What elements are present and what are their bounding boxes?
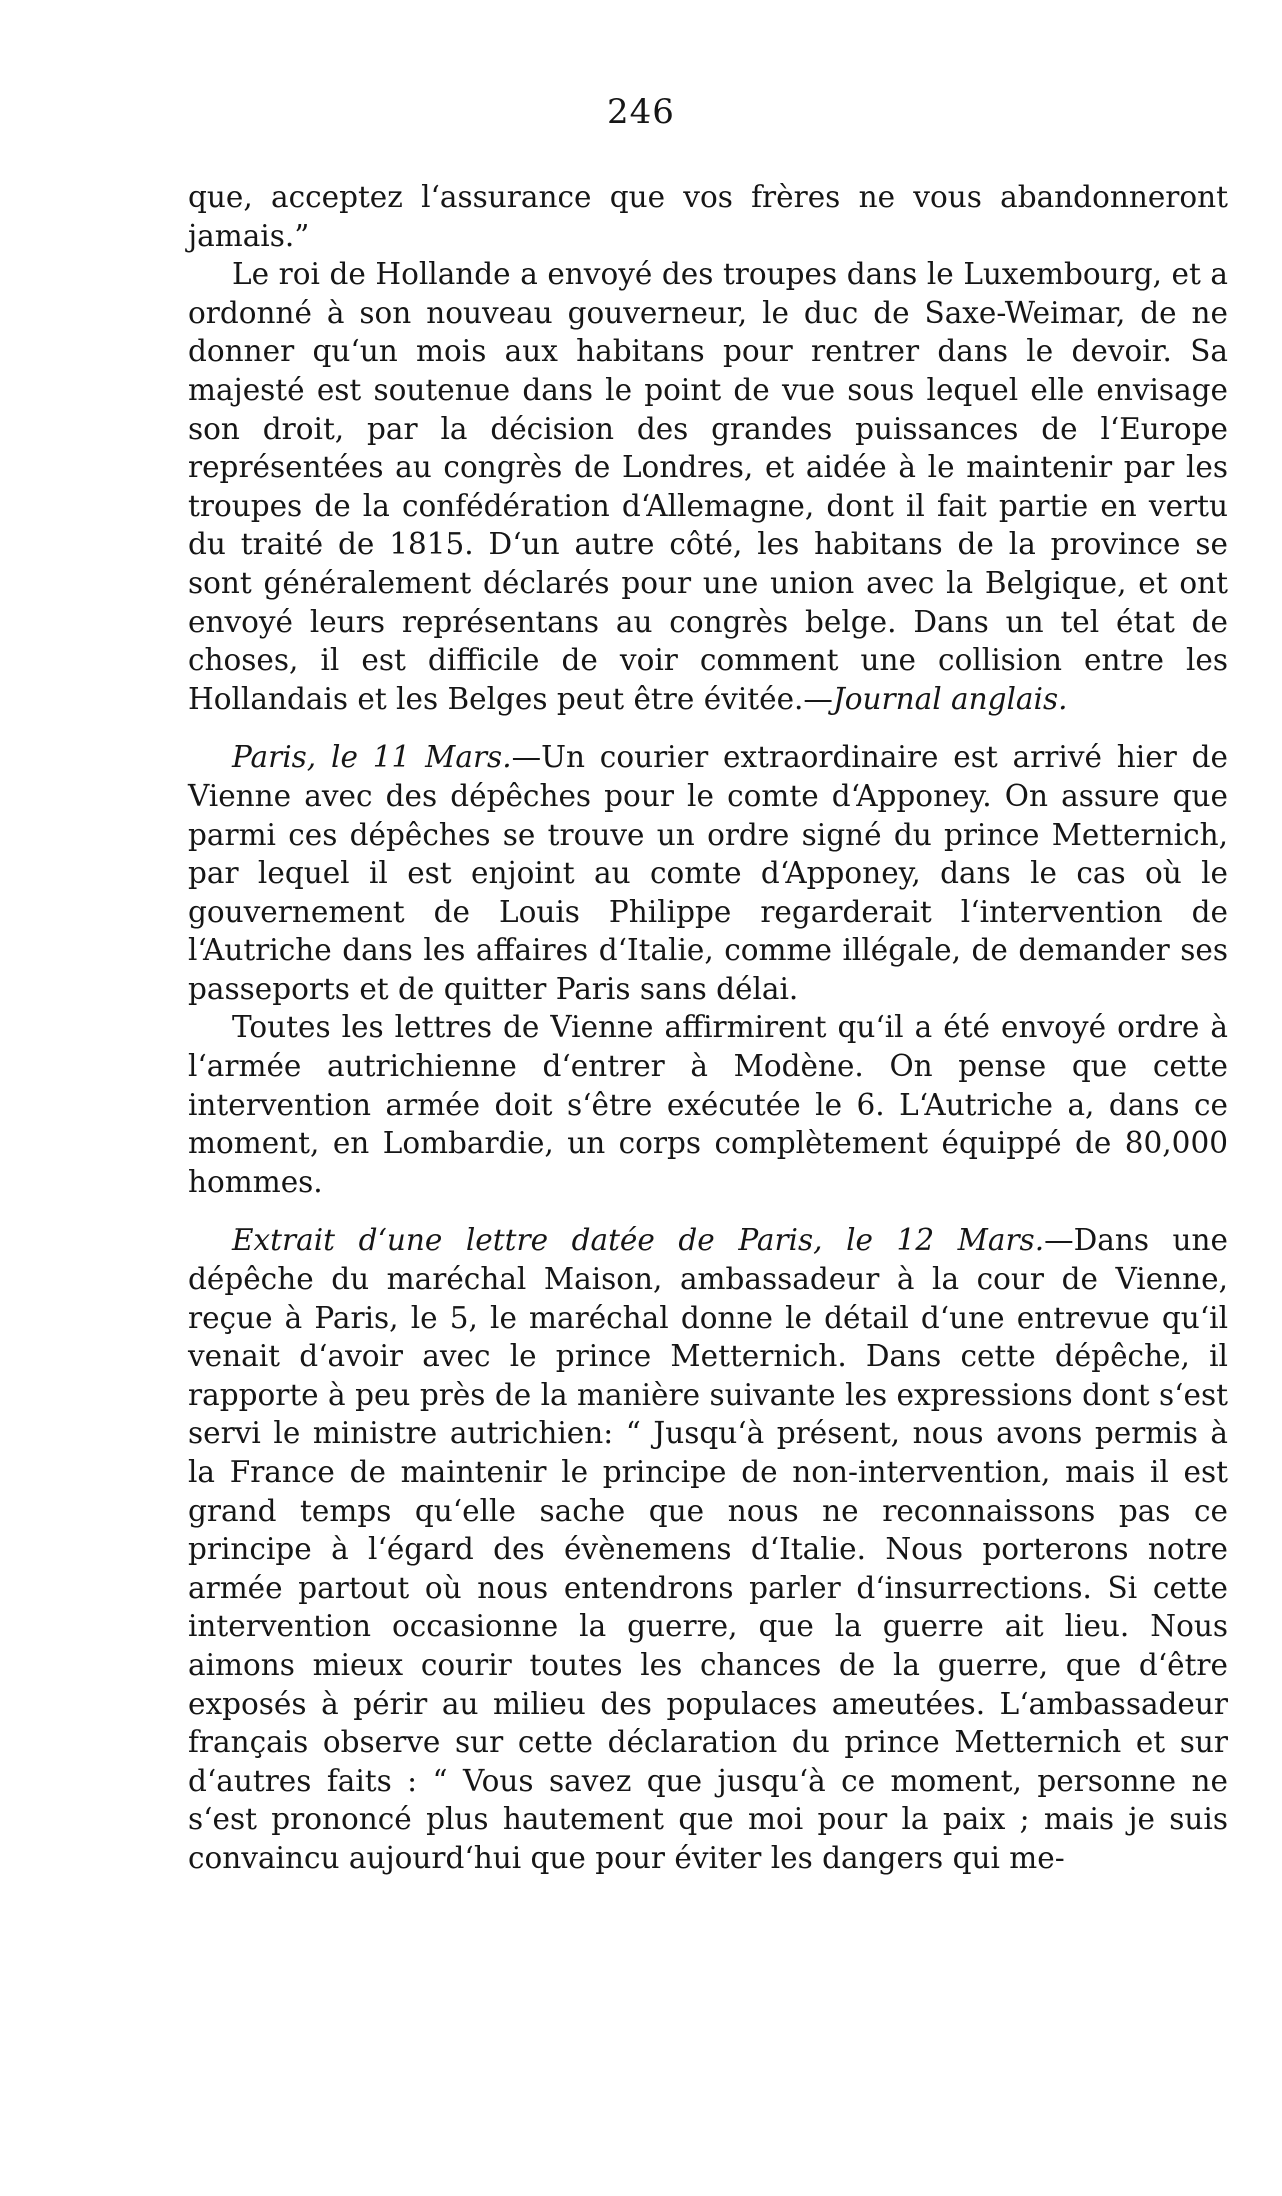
source-citation: Journal anglais.	[832, 681, 1068, 716]
paragraph-luxembourg	[188, 255, 1228, 718]
paragraph-text: que, acceptez l‘assurance que vos frères ne vous abandonneront jamais.”	[188, 180, 1228, 253]
page-number: 246	[607, 92, 675, 132]
paragraph-text: —Un courier extraordinaire est arrivé hier de Vienne avec des dépêches pour le comte d‘Apponey. On assure que parmi ces dépêches se trouve un ordre signé du prince Metternich, par lequel il est enjoint au comte d‘Apponey, dans le cas où le gouvernement de Louis Philippe regarderait l‘intervention de l‘Autriche dans les affaires d‘Italie, comme illégale, de demander ses passeports et de quitter Paris sans délai.	[188, 740, 1228, 1006]
paragraph-text: Le roi de Hollande a envoyé des troupes dans le Luxembourg, et a ordonné à son nouveau gouverneur, le duc de Saxe-Weimar, de ne donner qu‘un mois aux habitans pour rentrer dans le devoir. Sa majesté est soutenue dans le point de vue sous lequel elle envisage son droit, par la décision des grandes puissances de l‘Europe représentées au congrès de Londres, et aidée à le maintenir par les troupes de la confédération d‘Allemagne, dont il fait partie en vertu du traité de 1815. D‘un autre côté, les habitans de la province se sont généralement déclarés pour une union avec la Belgique, et ont envoyé leurs représentans au congrès belge. Dans un tel état de choses, il est difficile de voir comment une collision entre les Hollandais et les Belges peut être évitée.—	[188, 257, 1228, 716]
paragraph-continuation	[188, 178, 1228, 255]
paragraph-text: —Dans une dépêche du maréchal Maison, ambassadeur à la cour de Vienne, reçue à Paris, le 5, le maréchal donne le détail d‘une entrevue qu‘il venait d‘avoir avec le prince Metternich. Dans cette dépêche, il rapporte à peu près de la manière suivante les expressions dont s‘est servi le ministre autrichien: “ Jusqu‘à présent, nous avons permis à la France de maintenir le principe de non-intervention, mais il est grand temps qu‘elle sache que nous ne reconnaissons pas ce principe à l‘égard des évènemens d‘Italie. Nous porterons notre armée partout où nous entendrons parler d‘insurrections. Si cette intervention occasionne la guerre, que la guerre ait lieu. Nous aimons mieux courir toutes les chances de la guerre, que d‘être exposés à périr au milieu des populaces ameutées. L‘ambassadeur français observe sur cette déclaration du prince Metternich et sur d‘autres faits : “ Vous savez que jusqu‘à ce moment, personne ne s‘est prononcé plus hautement que moi pour la paix ; mais je suis convaincu aujourd‘hui que pour éviter les dangers qui me-	[188, 1223, 1228, 1875]
body-text	[188, 178, 1228, 1878]
paragraph-extrait-lettre	[188, 1221, 1228, 1877]
paragraph-vienne-letters	[188, 1008, 1228, 1201]
dateline: Paris, le 11 Mars.	[232, 740, 512, 775]
paragraph-paris-11-mars	[188, 738, 1228, 1008]
paragraph-text: Toutes les lettres de Vienne affirmirent qu‘il a été envoyé ordre à l‘armée autrichienne d‘entrer à Modène. On pense que cette intervention armée doit s‘être exécutée le 6. L‘Autriche a, dans ce moment, en Lombardie, un corps complètement équippé de 80,000 hommes.	[188, 1010, 1228, 1199]
dateline: Extrait d‘une lettre datée de Paris, le 12 Mars.	[232, 1223, 1045, 1258]
